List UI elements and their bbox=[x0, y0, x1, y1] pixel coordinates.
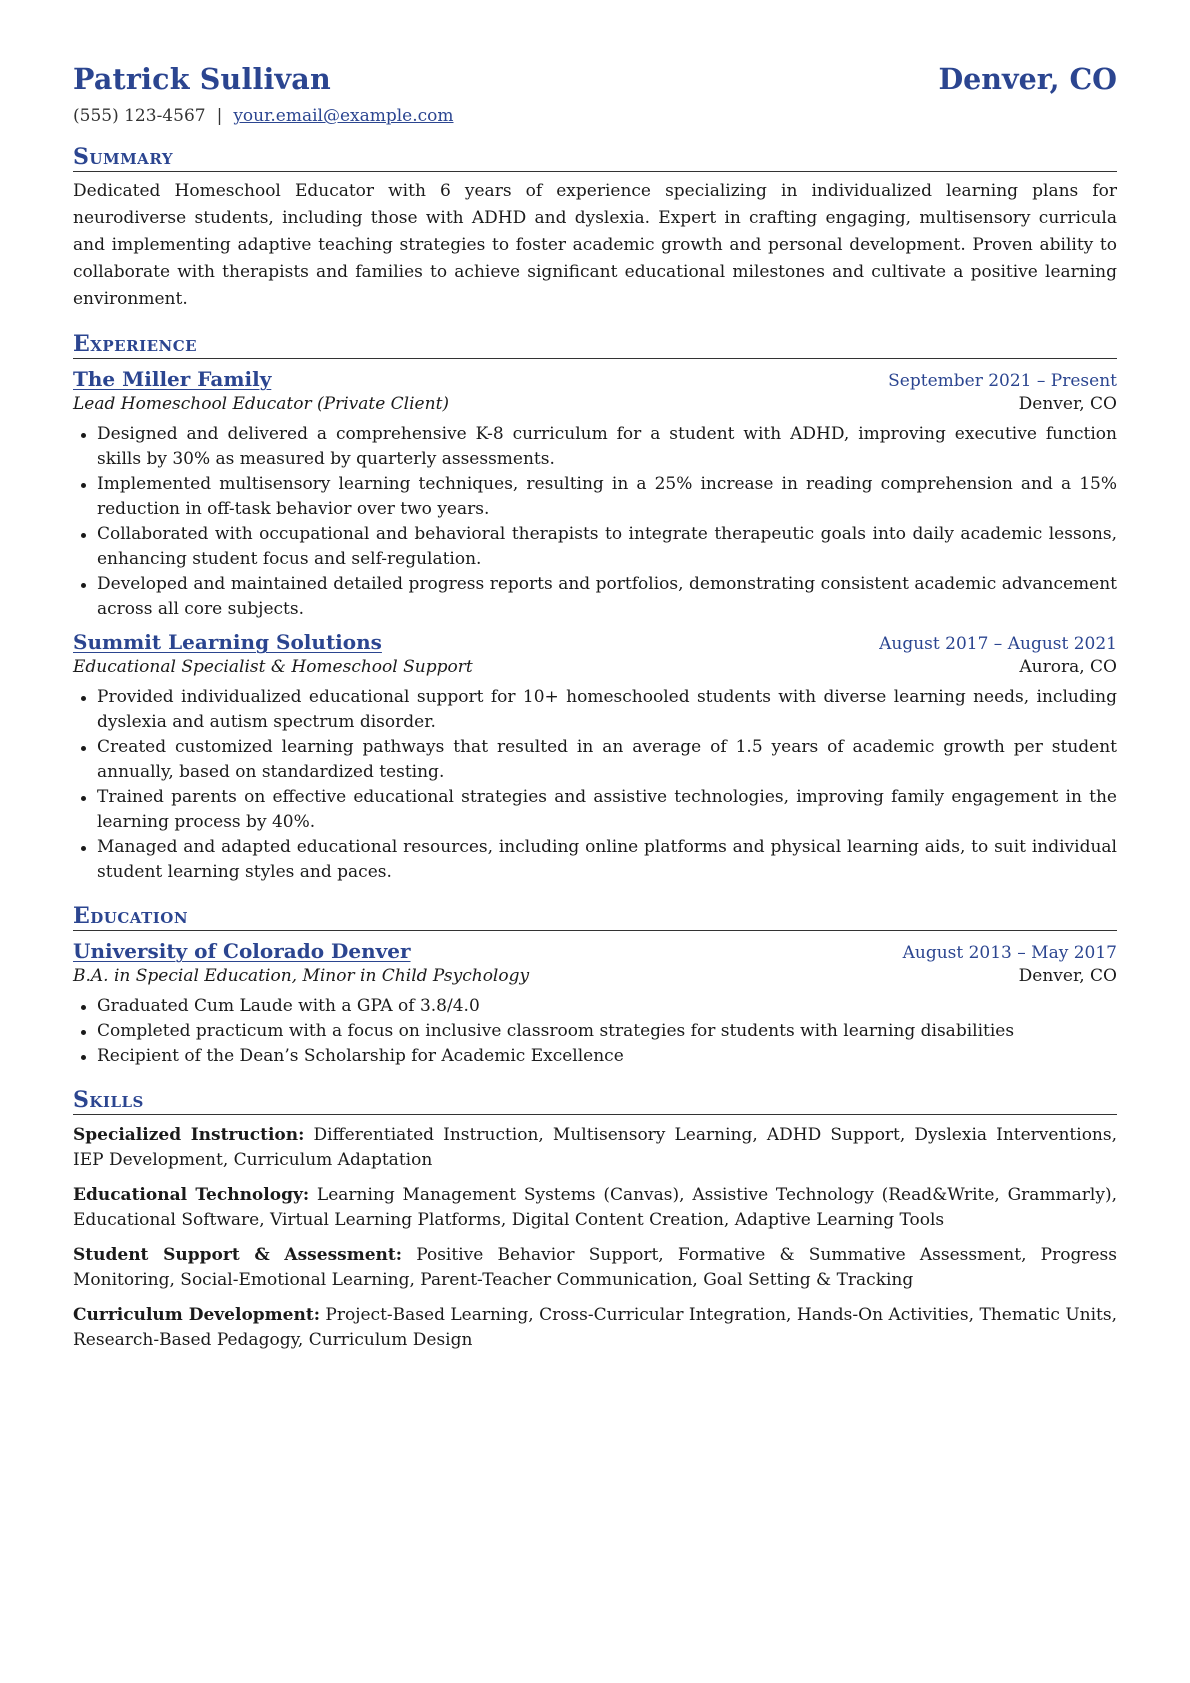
skill-label: Specialized Instruction: bbox=[73, 1125, 305, 1145]
skill-group bbox=[73, 1303, 1117, 1353]
experience-heading: Experience bbox=[73, 331, 1117, 359]
contact-separator: | bbox=[216, 106, 223, 126]
bullet-item: Developed and maintained detailed progress reports and portfolios, demonstrating consistent academic advancement across all core subjects. bbox=[97, 572, 1117, 622]
experience-entry bbox=[73, 630, 1117, 885]
skill-list: Project-Based Learning, Cross-Curricular Integration, Hands-On Activities, Thematic Units, Research-Based Pedagogy, Curriculum Design bbox=[73, 1305, 1117, 1350]
bullet-item: Completed practicum with a focus on inclusive classroom strategies for students with learning disabilities bbox=[97, 1019, 1117, 1044]
skill-group bbox=[73, 1183, 1117, 1233]
experience-org-link[interactable]: Summit Learning Solutions bbox=[73, 630, 382, 654]
experience-entry bbox=[73, 367, 1117, 622]
experience-dates: September 2021 – Present bbox=[888, 371, 1117, 391]
experience-role: Educational Specialist & Homeschool Support bbox=[73, 657, 473, 677]
education-location: Denver, CO bbox=[1018, 966, 1117, 986]
phone-number: (555) 123-4567 bbox=[73, 106, 206, 126]
email-link[interactable]: your.email@example.com bbox=[233, 106, 454, 126]
education-bullets bbox=[73, 994, 1117, 1069]
skill-list: Learning Management Systems (Canvas), Assistive Technology (Read&Write, Grammarly), Educational Software, Virtual Learning Platforms, Digital Content Creation, Adaptive Learning Tools bbox=[73, 1185, 1118, 1230]
bullet-item: Trained parents on effective educational strategies and assistive technologies, improving family engagement in the learning process by 40%. bbox=[97, 785, 1117, 835]
experience-org-link[interactable]: The Miller Family bbox=[73, 367, 272, 391]
experience-role: Lead Homeschool Educator (Private Client) bbox=[73, 394, 450, 414]
experience-bullets bbox=[73, 422, 1117, 622]
skill-label: Student Support & Assessment: bbox=[73, 1245, 403, 1265]
bullet-item: Recipient of the Dean’s Scholarship for Academic Excellence bbox=[97, 1044, 1117, 1069]
bullet-item: Created customized learning pathways that resulted in an average of 1.5 years of academic growth per student annually, based on standardized testing. bbox=[97, 735, 1117, 785]
skill-group bbox=[73, 1243, 1117, 1293]
skills-heading: Skills bbox=[73, 1087, 1117, 1115]
experience-location: Aurora, CO bbox=[1019, 657, 1117, 677]
skill-label: Curriculum Development: bbox=[73, 1305, 320, 1325]
education-heading: Education bbox=[73, 903, 1117, 931]
contact-line bbox=[73, 106, 1117, 126]
education-degree: B.A. in Special Education, Minor in Child Psychology bbox=[73, 966, 530, 986]
experience-dates: August 2017 – August 2021 bbox=[879, 634, 1117, 654]
bullet-item: Implemented multisensory learning techniques, resulting in a 25% increase in reading comprehension and a 15% reduction in off-task behavior over two years. bbox=[97, 472, 1117, 522]
bullet-item: Designed and delivered a comprehensive K-8 curriculum for a student with ADHD, improving executive function skills by 30% as measured by quarterly assessments. bbox=[97, 422, 1117, 472]
bullet-item: Provided individualized educational support for 10+ homeschooled students with diverse learning needs, including dyslexia and autism spectrum disorder. bbox=[97, 685, 1117, 735]
skill-list: Differentiated Instruction, Multisensory Learning, ADHD Support, Dyslexia Interventions, IEP Development, Curriculum Adaptation bbox=[73, 1125, 1118, 1170]
resume-header bbox=[73, 62, 1117, 96]
summary-text: Dedicated Homeschool Educator with 6 years of experience specializing in individualized learning plans for neurodiverse students, including those with ADHD and dyslexia. Expert in crafting engaging, multisensory curricula and implementing adaptive teaching strategies to foster academic growth and personal development. Proven ability to collaborate with therapists and families to achieve significant educational milestones and cultivate a positive learning environment. bbox=[73, 181, 1117, 309]
skill-group bbox=[73, 1123, 1117, 1173]
bullet-item: Managed and adapted educational resources, including online platforms and physical learning aids, to suit individual student learning styles and paces. bbox=[97, 835, 1117, 885]
experience-bullets bbox=[73, 685, 1117, 885]
skill-label: Educational Technology: bbox=[73, 1185, 310, 1205]
education-org-link[interactable]: University of Colorado Denver bbox=[73, 939, 411, 963]
education-dates: August 2013 – May 2017 bbox=[902, 943, 1117, 963]
bullet-item: Graduated Cum Laude with a GPA of 3.8/4.0 bbox=[97, 994, 1117, 1019]
experience-location: Denver, CO bbox=[1018, 394, 1117, 414]
education-entry bbox=[73, 939, 1117, 1069]
bullet-item: Collaborated with occupational and behavioral therapists to integrate therapeutic goals into daily academic lessons, enhancing student focus and self-regulation. bbox=[97, 522, 1117, 572]
candidate-city: Denver, CO bbox=[938, 62, 1117, 96]
summary-heading: Summary bbox=[73, 144, 1117, 172]
skill-list: Positive Behavior Support, Formative & Summative Assessment, Progress Monitoring, Social-Emotional Learning, Parent-Teacher Communication, Goal Setting & Tracking bbox=[73, 1245, 1117, 1290]
candidate-name: Patrick Sullivan bbox=[73, 62, 331, 96]
